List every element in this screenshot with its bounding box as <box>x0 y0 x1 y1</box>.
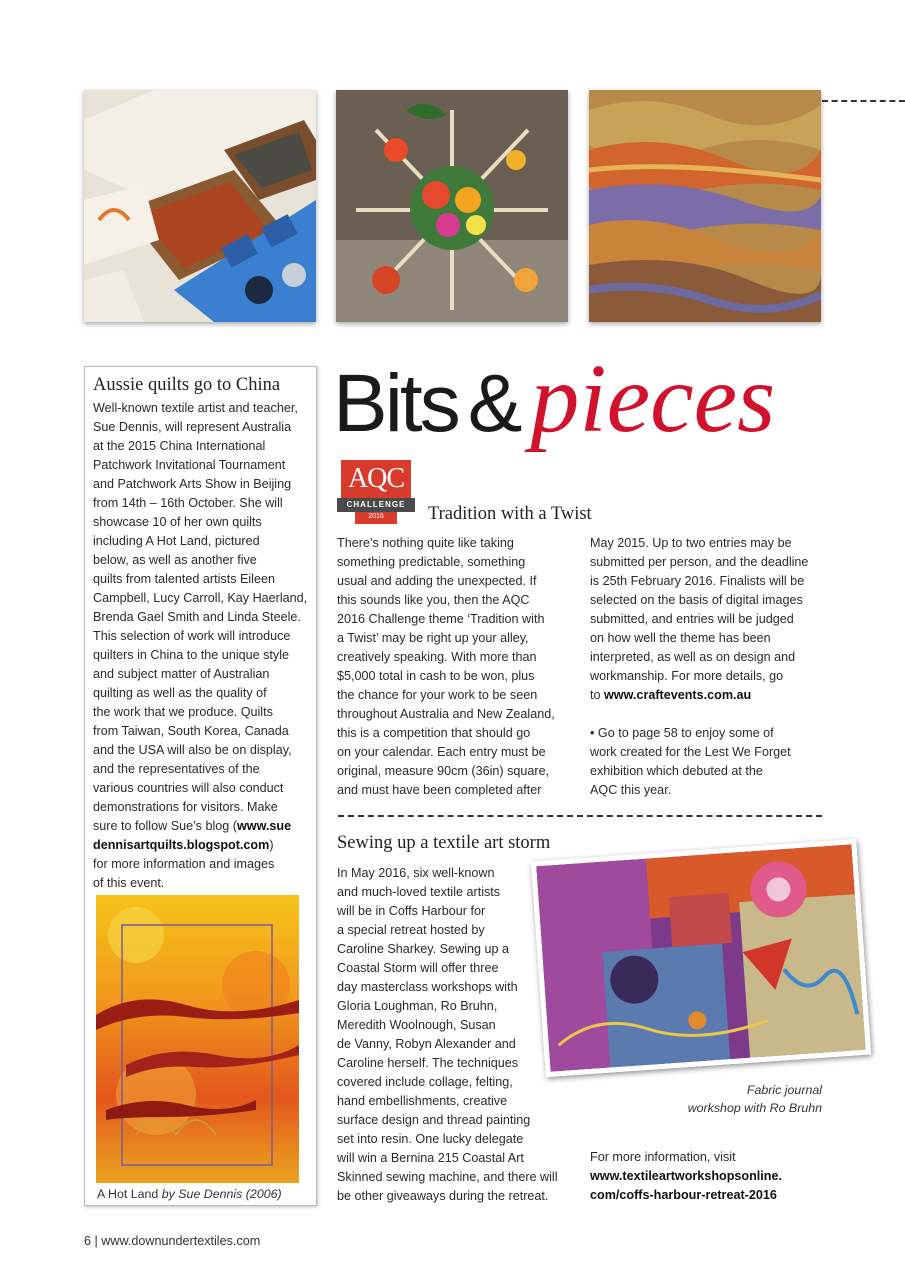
sewing-line: surface design and thread painting <box>337 1113 531 1127</box>
sidebar-line: showcase 10 of her own quilts <box>93 515 262 529</box>
tradition-line: creatively speaking. With more than <box>337 650 537 664</box>
headline-bits: Bits <box>333 358 458 449</box>
bullet-line: AQC this year. <box>590 783 672 797</box>
sidebar-line: quilters in China to the unique style <box>93 648 290 662</box>
aqc-challenge-logo <box>337 460 415 526</box>
tradition-line: a Twist’ may be right up your alley, <box>337 631 529 645</box>
tradition-line: 2016 Challenge theme ‘Tradition with <box>337 612 545 626</box>
sidebar-blog-line <box>93 817 315 836</box>
textile-workshops-link-cont[interactable]: com/coffs-harbour-retreat-2016 <box>590 1188 777 1202</box>
caption-line: Fabric journal <box>746 1083 822 1097</box>
sewing-more-info <box>590 1148 830 1205</box>
sidebar-line: demonstrations for visitors. Make <box>93 800 278 814</box>
sidebar-blog-line-2 <box>93 836 315 855</box>
tradition-line: something predictable, something <box>337 555 526 569</box>
photo-fabric-journal <box>531 839 871 1077</box>
tradition-line: on how well the theme has been <box>590 631 771 645</box>
page-footer <box>84 1234 260 1248</box>
tradition-line: $5,000 total in cash to be won, plus <box>337 669 535 683</box>
sidebar-line: and the representatives of the <box>93 762 260 776</box>
tradition-line: this is a competition that should go <box>337 726 531 740</box>
bullet-line: exhibition which debuted at the <box>590 764 763 778</box>
tradition-line: There’s nothing quite like taking <box>337 536 514 550</box>
sewing-line: day masterclass workshops with <box>337 980 518 994</box>
tradition-title: Tradition with a Twist <box>428 504 592 524</box>
tradition-line: this sounds like you, then the AQC <box>337 593 530 607</box>
sidebar-line: of this event. <box>93 876 165 890</box>
tradition-line: on your calendar. Each entry must be <box>337 745 546 759</box>
sewing-line: Skinned sewing machine, and there will <box>337 1170 558 1184</box>
sidebar-title: Aussie quilts go to China <box>93 375 281 395</box>
tradition-line: interpreted, as well as on design and <box>590 650 796 664</box>
sidebar-body <box>93 399 315 893</box>
sidebar-line: various countries will also conduct <box>93 781 284 795</box>
sewing-line: In May 2016, six well-known <box>337 866 495 880</box>
tradition-col-2 <box>590 534 830 800</box>
sidebar-line: from 14th – 16th October. She will <box>93 496 283 510</box>
craftevents-link[interactable]: www.craftevents.com.au <box>604 688 752 702</box>
sewing-line: set into resin. One lucky delegate <box>337 1132 524 1146</box>
sewing-line: Caroline Sharkey. Sewing up a <box>337 942 509 956</box>
aqc-year: 2016 <box>368 513 384 520</box>
sidebar-line: Patchwork Invitational Tournament <box>93 458 286 472</box>
sidebar-box <box>84 366 317 1206</box>
sewing-line: Gloria Loughman, Ro Bruhn, <box>337 999 498 1013</box>
sewing-line: will win a Bernina 215 Coastal Art <box>337 1151 524 1165</box>
sidebar-line: below, as well as another five <box>93 553 257 567</box>
sidebar-line: for more information and images <box>93 857 275 871</box>
footer-separator: | <box>94 1234 98 1248</box>
sidebar-line: and the USA will also be on display, <box>93 743 292 757</box>
sidebar-line: from Taiwan, South Korea, Canada <box>93 724 289 738</box>
textile-workshops-link[interactable]: www.textileartworkshopsonline. <box>590 1169 782 1183</box>
sidebar-line: and Patchwork Arts Show in Beijing <box>93 477 292 491</box>
headline-pieces: pieces <box>530 345 776 453</box>
quilt-caption <box>97 1185 282 1203</box>
tradition-line: usual and adding the unexpected. If <box>337 574 537 588</box>
quilt-hot-land-image <box>96 895 299 1183</box>
blog-link[interactable]: www.sue <box>236 819 292 833</box>
photo-flower-offering <box>336 90 568 322</box>
tradition-line: and must have been completed after <box>337 783 542 797</box>
tradition-line: workmanship. For more details, go <box>590 669 784 683</box>
sidebar-line: quilts from talented artists Eileen <box>93 572 275 586</box>
blog-link-cont[interactable]: dennisartquilts.blogspot.com <box>93 838 270 852</box>
tradition-line: the chance for your work to be seen <box>337 688 538 702</box>
page-number: 6 <box>84 1234 92 1248</box>
caption-line: workshop with Ro Bruhn <box>687 1101 822 1115</box>
quilt-caption-title: A Hot Land <box>97 1187 159 1201</box>
aqc-banner: CHALLENGE <box>346 500 406 509</box>
sidebar-line: This selection of work will introduce <box>93 629 291 643</box>
sewing-line: de Vanny, Robyn Alexander and <box>337 1037 516 1051</box>
sidebar-line: quilting as well as the quality of <box>93 686 267 700</box>
sidebar-line: Brenda Gael Smith and Linda Steele. <box>93 610 301 624</box>
sewing-line: will be in Coffs Harbour for <box>337 904 486 918</box>
page-headline <box>333 345 776 453</box>
tradition-line: May 2015. Up to two entries may be <box>590 536 792 550</box>
bullet-line: • Go to page 58 to enjoy some of <box>590 726 774 740</box>
sidebar-line: including A Hot Land, pictured <box>93 534 260 548</box>
sidebar-line: Campbell, Lucy Carroll, Kay Haerland, <box>93 591 308 605</box>
tradition-line: submitted, and entries will be judged <box>590 612 794 626</box>
sidebar-blog-pre: sure to follow Sue’s blog ( <box>93 819 237 833</box>
sidebar-line: Sue Dennis, will represent Australia <box>93 420 292 434</box>
sewing-line: Meredith Woolnough, Susan <box>337 1018 496 1032</box>
tradition-link-pre: to <box>590 688 605 702</box>
top-right-dash-rule <box>822 100 905 102</box>
sidebar-line: Well-known textile artist and teacher, <box>93 401 298 415</box>
more-info-text: For more information, visit <box>590 1150 736 1164</box>
fabric-journal-caption <box>620 1081 822 1117</box>
sewing-line: covered include collage, felting, <box>337 1075 513 1089</box>
sewing-line: Caroline herself. The techniques <box>337 1056 519 1070</box>
headline-amp: & <box>467 358 523 449</box>
sidebar-line: at the 2015 China International <box>93 439 266 453</box>
tradition-col-1 <box>337 534 577 800</box>
sidebar-blog-post: ) <box>269 838 274 852</box>
tradition-line: selected on the basis of digital images <box>590 593 803 607</box>
sewing-title: Sewing up a textile art storm <box>337 833 551 853</box>
sewing-line: a special retreat hosted by <box>337 923 485 937</box>
sidebar-line: and subject matter of Australian <box>93 667 270 681</box>
bullet-line: work created for the Lest We Forget <box>590 745 791 759</box>
photo-felt-landscape <box>589 90 821 322</box>
aqc-letters: AQC <box>347 463 405 494</box>
tradition-line: is 25th February 2016. Finalists will be <box>590 574 805 588</box>
tradition-line: throughout Australia and New Zealand, <box>337 707 555 721</box>
tradition-line: submitted per person, and the deadline <box>590 555 809 569</box>
tradition-line: original, measure 90cm (36in) square, <box>337 764 550 778</box>
footer-site-link[interactable]: www.downundertextiles.com <box>101 1234 261 1248</box>
sidebar-line: the work that we produce. Quilts <box>93 705 273 719</box>
sewing-line: be other giveaways during the retreat. <box>337 1189 549 1203</box>
sewing-line: Coastal Storm will offer three <box>337 961 499 975</box>
sewing-line: and much-loved textile artists <box>337 885 501 899</box>
tradition-link-line <box>590 686 830 705</box>
section-divider <box>338 815 822 817</box>
photo-resin-boxes <box>84 90 316 322</box>
quilt-caption-by: by Sue Dennis (2006) <box>161 1187 282 1201</box>
sewing-line: hand embellishments, creative <box>337 1094 508 1108</box>
